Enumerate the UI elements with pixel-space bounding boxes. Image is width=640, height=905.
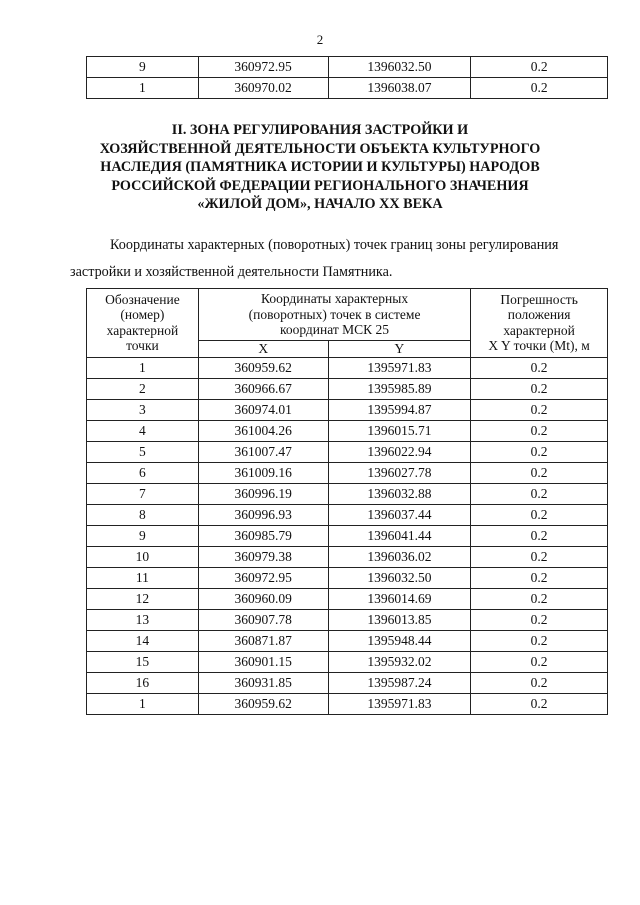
x-coordinate-cell: 360901.15 — [198, 651, 328, 672]
table-row — [87, 546, 608, 567]
point-number-cell: 12 — [87, 588, 199, 609]
accuracy-cell: 0.2 — [471, 588, 608, 609]
x-coordinate-cell: 360985.79 — [198, 525, 328, 546]
y-coordinate-cell: 1396027.78 — [328, 462, 471, 483]
header-line: положения — [507, 307, 571, 323]
coordinates-table — [86, 288, 608, 715]
heading-line: ХОЗЯЙСТВЕННОЙ ДЕЯТЕЛЬНОСТИ ОБЪЕКТА КУЛЬТУРНОГО — [99, 140, 541, 157]
y-coordinate-cell: 1395987.24 — [328, 672, 471, 693]
point-number-cell: 3 — [87, 399, 199, 420]
y-coordinate-cell: 1395932.02 — [328, 651, 471, 672]
intro-line: застройки и хозяйственной деятельности Памятника. — [70, 264, 393, 280]
table-row — [87, 504, 608, 525]
y-coordinate-cell: 1395971.83 — [328, 693, 471, 714]
x-coordinate-cell: 360907.78 — [198, 609, 328, 630]
point-number-cell: 8 — [87, 504, 199, 525]
header-x: X — [198, 341, 328, 358]
x-coordinate-cell: 360966.67 — [198, 378, 328, 399]
table-row — [87, 378, 608, 399]
x-coordinate-cell: 360871.87 — [198, 630, 328, 651]
y-coordinate-cell: 1396015.71 — [328, 420, 471, 441]
accuracy-cell: 0.2 — [471, 609, 608, 630]
section-heading — [60, 121, 580, 214]
x-coordinate-cell: 360996.93 — [198, 504, 328, 525]
table-row — [87, 357, 608, 378]
heading-line: «ЖИЛОЙ ДОМ», НАЧАЛО XX ВЕКА — [197, 196, 443, 212]
y-coordinate-cell: 1396041.44 — [328, 525, 471, 546]
x-coordinate-cell: 361004.26 — [198, 420, 328, 441]
point-number-cell: 6 — [87, 462, 199, 483]
accuracy-cell: 0.2 — [471, 630, 608, 651]
accuracy-cell: 0.2 — [471, 546, 608, 567]
accuracy-cell: 0.2 — [471, 78, 608, 99]
point-number-cell: 13 — [87, 609, 199, 630]
point-number-cell: 15 — [87, 651, 199, 672]
x-coordinate-cell: 360970.02 — [198, 78, 328, 99]
x-coordinate-cell: 360931.85 — [198, 672, 328, 693]
x-coordinate-cell: 360972.95 — [198, 567, 328, 588]
accuracy-cell: 0.2 — [471, 651, 608, 672]
header-accuracy — [471, 289, 608, 358]
heading-line: II. ЗОНА РЕГУЛИРОВАНИЯ ЗАСТРОЙКИ И — [171, 122, 469, 138]
header-line: Обозначение — [105, 291, 180, 307]
header-line: (номер) — [120, 307, 165, 323]
intro-paragraph — [70, 232, 610, 286]
y-coordinate-cell: 1395985.89 — [328, 378, 471, 399]
header-line: характерной — [106, 322, 179, 338]
point-number-cell: 9 — [87, 525, 199, 546]
header-point-designation — [87, 289, 199, 358]
accuracy-cell: 0.2 — [471, 693, 608, 714]
accuracy-cell: 0.2 — [471, 483, 608, 504]
x-coordinate-cell: 361007.47 — [198, 441, 328, 462]
table-row — [87, 420, 608, 441]
table-row — [87, 672, 608, 693]
y-coordinate-cell: 1395971.83 — [328, 357, 471, 378]
table-row — [87, 567, 608, 588]
y-coordinate-cell: 1396036.02 — [328, 546, 471, 567]
accuracy-cell: 0.2 — [471, 672, 608, 693]
x-coordinate-cell: 360959.62 — [198, 357, 328, 378]
x-coordinate-cell: 360959.62 — [198, 693, 328, 714]
header-line: характерной — [503, 322, 575, 338]
table-row — [87, 441, 608, 462]
point-number-cell: 11 — [87, 567, 199, 588]
point-number-cell: 7 — [87, 483, 199, 504]
accuracy-cell: 0.2 — [471, 504, 608, 525]
table-row — [87, 78, 608, 99]
accuracy-cell: 0.2 — [471, 525, 608, 546]
header-line: Координаты характерных — [260, 291, 409, 307]
x-coordinate-cell: 360996.19 — [198, 483, 328, 504]
header-line: (поворотных) точек в системе — [248, 306, 421, 322]
point-number-cell: 4 — [87, 420, 199, 441]
table-row — [87, 462, 608, 483]
heading-line: НАСЛЕДИЯ (ПАМЯТНИКА ИСТОРИИ И КУЛЬТУРЫ) НАРОДОВ — [100, 159, 540, 175]
header-line: X Y точки (Mt), м — [488, 338, 590, 354]
point-number-cell: 9 — [87, 57, 199, 78]
accuracy-cell: 0.2 — [471, 420, 608, 441]
y-coordinate-cell: 1396013.85 — [328, 609, 471, 630]
y-coordinate-cell: 1396032.88 — [328, 483, 471, 504]
continued-table — [86, 56, 608, 99]
table-row — [87, 483, 608, 504]
point-number-cell: 14 — [87, 630, 199, 651]
table-row — [87, 57, 608, 78]
table-row — [87, 525, 608, 546]
accuracy-cell: 0.2 — [471, 462, 608, 483]
y-coordinate-cell: 1396022.94 — [328, 441, 471, 462]
table-row — [87, 609, 608, 630]
point-number-cell: 16 — [87, 672, 199, 693]
header-coordinates — [198, 289, 470, 341]
table-row — [87, 399, 608, 420]
table-row — [87, 693, 608, 714]
heading-line: РОССИЙСКОЙ ФЕДЕРАЦИИ РЕГИОНАЛЬНОГО ЗНАЧЕНИЯ — [111, 177, 529, 194]
point-number-cell: 1 — [87, 357, 199, 378]
x-coordinate-cell: 360974.01 — [198, 399, 328, 420]
header-y: Y — [328, 341, 471, 358]
point-number-cell: 1 — [87, 693, 199, 714]
point-number-cell: 2 — [87, 378, 199, 399]
y-coordinate-cell: 1396038.07 — [328, 78, 471, 99]
accuracy-cell: 0.2 — [471, 441, 608, 462]
point-number-cell: 10 — [87, 546, 199, 567]
x-coordinate-cell: 360972.95 — [198, 57, 328, 78]
y-coordinate-cell: 1395948.44 — [328, 630, 471, 651]
x-coordinate-cell: 360979.38 — [198, 546, 328, 567]
point-number-cell: 5 — [87, 441, 199, 462]
intro-line: Координаты характерных (поворотных) точек границ зоны регулирования — [110, 237, 559, 253]
accuracy-cell: 0.2 — [471, 378, 608, 399]
x-coordinate-cell: 361009.16 — [198, 462, 328, 483]
accuracy-cell: 0.2 — [471, 357, 608, 378]
table-row — [87, 651, 608, 672]
page-number: 2 — [316, 32, 324, 47]
y-coordinate-cell: 1396014.69 — [328, 588, 471, 609]
accuracy-cell: 0.2 — [471, 567, 608, 588]
header-line: координат МСК 25 — [279, 322, 390, 338]
table-row — [87, 630, 608, 651]
header-line: точки — [126, 338, 159, 354]
table-row — [87, 588, 608, 609]
accuracy-cell: 0.2 — [471, 57, 608, 78]
y-coordinate-cell: 1395994.87 — [328, 399, 471, 420]
y-coordinate-cell: 1396032.50 — [328, 57, 471, 78]
accuracy-cell: 0.2 — [471, 399, 608, 420]
point-number-cell: 1 — [87, 78, 199, 99]
x-coordinate-cell: 360960.09 — [198, 588, 328, 609]
y-coordinate-cell: 1396037.44 — [328, 504, 471, 525]
header-line: Погрешность — [500, 291, 578, 307]
y-coordinate-cell: 1396032.50 — [328, 567, 471, 588]
